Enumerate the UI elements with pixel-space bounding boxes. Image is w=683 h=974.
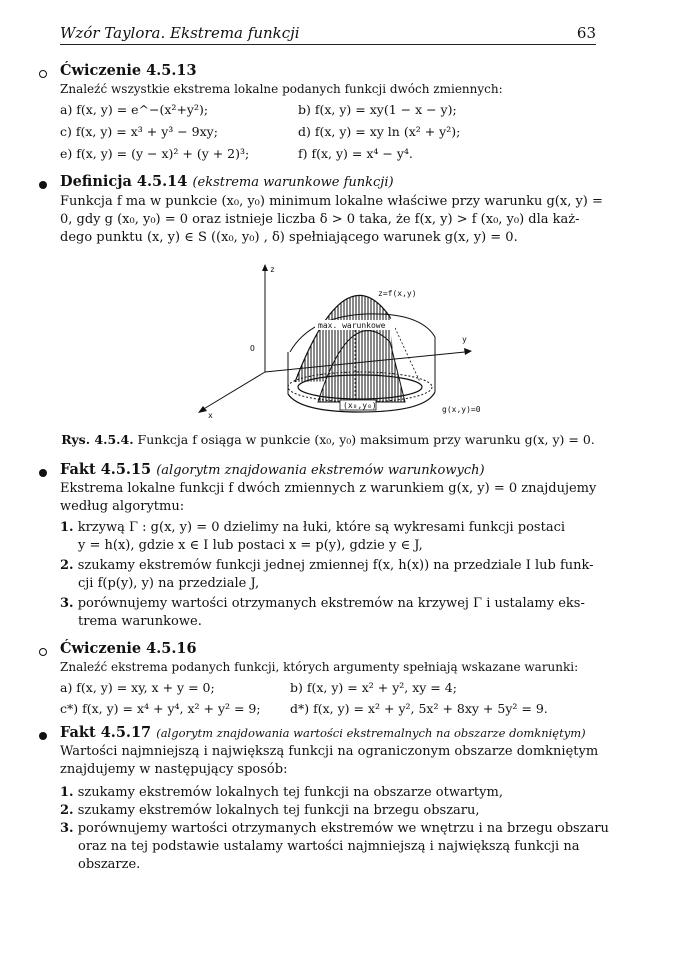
exercise-item-e: e) f(x, y) = (y − x)² + (y + 2)³; xyxy=(60,146,250,161)
fact2-line-2: znajdujemy w następujący sposób: xyxy=(60,762,288,777)
exercise-intro: Znaleźć wszystkie ekstrema lokalne podanych funkcji dwóch zmiennych: xyxy=(60,82,503,96)
exercise2-bullet-icon xyxy=(39,648,47,656)
definition-bullet-icon xyxy=(39,181,47,189)
origin-label: O xyxy=(250,344,255,353)
exercise-bullet-icon xyxy=(39,70,47,78)
page-number: 63 xyxy=(576,24,596,42)
header-title: Wzór Taylora. Ekstrema funkcji xyxy=(60,24,300,42)
exercise-item-d: d) f(x, y) = xy ln (x² + y²); xyxy=(298,124,461,139)
definition-subtitle: (ekstrema warunkowe funkcji) xyxy=(192,175,394,190)
definition-line-3: dego punktu (x, y) ∈ S ((x₀, y₀) , δ) spełniającego warunek g(x, y) = 0. xyxy=(60,230,518,245)
exercise-item-c: c) f(x, y) = x³ + y³ − 9xy; xyxy=(60,124,218,139)
fact2-subtitle: (algorytm znajdowania wartości ekstremalnych na obszarze domkniętym) xyxy=(156,726,586,740)
exercise2-title: Ćwiczenie 4.5.16 xyxy=(60,640,197,657)
exercise2-item-a: a) f(x, y) = xy, x + y = 0; xyxy=(60,680,215,695)
fact-step-2-cont: cji f(p(y), y) na przedziale J, xyxy=(78,576,260,591)
definition-title: Definicja 4.5.14 (ekstrema warunkowe funkcji) xyxy=(60,173,394,190)
definition-line-1: Funkcja f ma w punkcie (x₀, y₀) minimum lokalne właściwe przy warunku g(x, y) = xyxy=(60,194,603,209)
surface-label: z=f(x,y) xyxy=(378,289,417,298)
exercise2-intro: Znaleźć ekstrema podanych funkcji, których argumenty spełniają wskazane warunki: xyxy=(60,660,579,674)
fact-subtitle: (algorytm znajdowania ekstremów warunkowych) xyxy=(156,463,485,478)
fact2-step-3-cont: oraz na tej podstawie ustalamy wartości najmniejszą i największą funkcji na xyxy=(78,839,580,854)
fact2-step-2: 2. szukamy ekstremów lokalnych tej funkcji na brzegu obszaru, xyxy=(60,803,480,818)
conditional-extremum-figure xyxy=(190,262,510,427)
exercise-item-f: f) f(x, y) = x⁴ − y⁴. xyxy=(298,146,413,161)
fact2-step-3-cont2: obszarze. xyxy=(78,857,141,872)
fact-step-2: 2. szukamy ekstremów funkcji jednej zmiennej f(x, h(x)) na przedziale I lub funk- xyxy=(60,558,594,573)
fact-line-2: według algorytmu: xyxy=(60,499,185,514)
max-label: max. warunkowe xyxy=(318,321,386,330)
fact-step-1-cont: y = h(x), gdzie x ∈ I lub postaci x = p(y), gdzie y ∈ J, xyxy=(78,538,423,553)
exercise2-item-d: d*) f(x, y) = x² + y², 5x² + 8xy + 5y² = 9. xyxy=(290,701,548,716)
fact-step-3: 3. porównujemy wartości otrzymanych ekstremów na krzywej Γ i ustalamy eks- xyxy=(60,596,585,611)
figure-caption: Rys. 4.5.4. Funkcja f osiąga w punkcie (x₀, y₀) maksimum przy warunku g(x, y) = 0. xyxy=(61,432,595,447)
fact-step-1: 1. krzywą Γ : g(x, y) = 0 dzielimy na łuki, które są wykresami funkcji postaci xyxy=(60,520,566,535)
exercise-title: Ćwiczenie 4.5.13 xyxy=(60,62,197,79)
running-header xyxy=(60,22,596,45)
definition-line-2: 0, gdy g (x₀, y₀) = 0 oraz istnieje liczba δ > 0 taka, że f(x, y) > f (x₀, y₀) dla każ- xyxy=(60,212,580,227)
exercise2-item-c: c*) f(x, y) = x⁴ + y⁴, x² + y² = 9; xyxy=(60,701,261,716)
fact-step-3-cont: trema warunkowe. xyxy=(78,614,202,629)
fact2-step-3: 3. porównujemy wartości otrzymanych ekstremów we wnętrzu i na brzegu obszaru xyxy=(60,821,609,836)
point-label: (x₀,y₀) xyxy=(343,401,377,410)
x-axis-label: x xyxy=(208,411,213,420)
fact2-step-1: 1. szukamy ekstremów lokalnych tej funkcji na obszarze otwartym, xyxy=(60,785,503,800)
curve-label: g(x,y)=0 xyxy=(442,405,481,414)
fact-title: Fakt 4.5.15 (algorytm znajdowania ekstremów warunkowych) xyxy=(60,461,485,478)
y-axis-label: y xyxy=(462,335,467,344)
x-axis xyxy=(202,372,265,410)
fact-bullet-icon xyxy=(39,469,47,477)
z-axis-label: z xyxy=(270,265,275,274)
fact2-bullet-icon xyxy=(39,732,47,740)
exercise2-item-b: b) f(x, y) = x² + y², xy = 4; xyxy=(290,680,457,695)
fact2-line-1: Wartości najmniejszą i największą funkcji na ograniczonym obszarze domkniętym xyxy=(60,744,599,759)
fact2-title: Fakt 4.5.17 (algorytm znajdowania wartości ekstremalnych na obszarze domkniętym) xyxy=(60,724,586,741)
exercise-item-a: a) f(x, y) = e^−(x²+y²); xyxy=(60,102,209,117)
fact-line-1: Ekstrema lokalne funkcji f dwóch zmiennych z warunkiem g(x, y) = 0 znajdujemy xyxy=(60,481,597,496)
exercise-item-b: b) f(x, y) = xy(1 − x − y); xyxy=(298,102,457,117)
